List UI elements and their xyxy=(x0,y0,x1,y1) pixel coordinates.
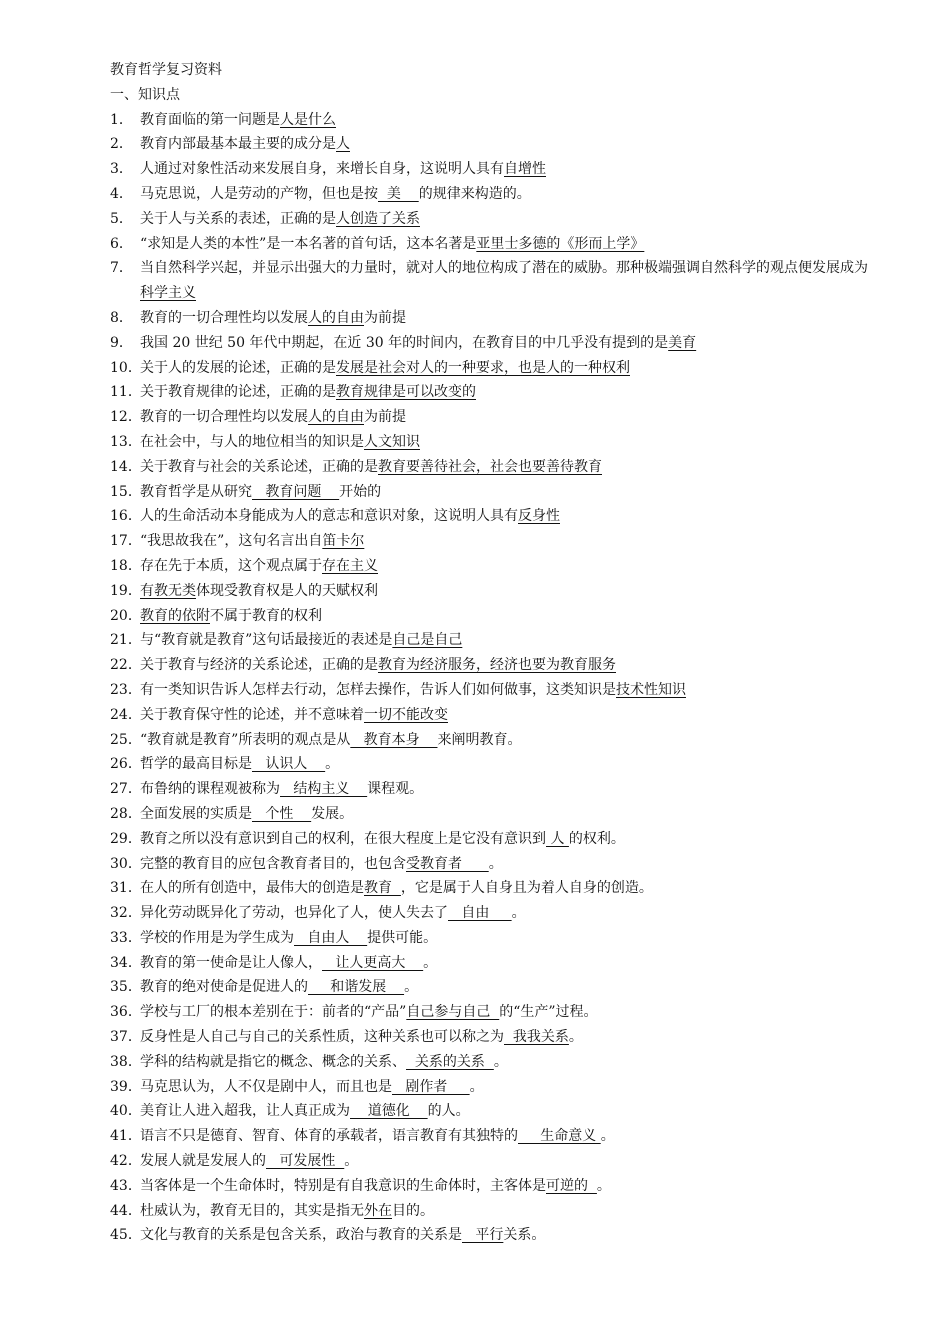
question-text: 关系。 xyxy=(503,1227,546,1244)
list-item xyxy=(110,628,900,653)
item-text xyxy=(140,876,900,901)
list-item xyxy=(110,232,900,257)
question-text: 人的生命活动本身能成为人的意志和意识对象，这说明人具有 xyxy=(140,508,518,525)
item-text xyxy=(140,380,900,405)
list-item xyxy=(110,480,900,505)
question-text: 。 xyxy=(511,905,526,922)
answer-blank: 人的自由 xyxy=(308,309,364,326)
question-text: “教育就是教育”所表明的观点是从 xyxy=(140,731,351,748)
question-text: ，它是属于人自身且为着人自身的创造。 xyxy=(400,880,653,897)
item-text xyxy=(140,331,900,356)
answer-blank: 剧作者 xyxy=(392,1078,470,1095)
question-text: 目的。 xyxy=(392,1202,434,1219)
list-item xyxy=(110,157,900,182)
question-text: 。 xyxy=(488,855,503,872)
list-item xyxy=(110,306,900,331)
item-number: 22． xyxy=(110,657,142,674)
question-text: 。 xyxy=(423,954,438,971)
item-number: 2． xyxy=(110,136,133,153)
item-text xyxy=(140,405,900,430)
answer-blank: 亚里士多德的《形而上学》 xyxy=(476,235,645,252)
answer-blank: 科学主义 xyxy=(140,285,196,302)
question-text: 全面发展的实质是 xyxy=(140,805,252,822)
item-number: 6． xyxy=(110,235,133,252)
item-text xyxy=(140,256,900,306)
list-item xyxy=(110,579,900,604)
answer-blank: 自增性 xyxy=(504,161,546,178)
list-item xyxy=(110,1174,900,1199)
question-text: 关于教育与社会的关系论述，正确的是 xyxy=(140,458,378,475)
question-text: 教育之所以没有意识到自己的权利，在很大程度上是它没有意识到 xyxy=(140,830,546,847)
answer-blank: 受教育者 xyxy=(406,855,489,872)
answer-blank: 平行 xyxy=(462,1227,504,1244)
answer-blank: 结构主义 xyxy=(280,781,368,798)
item-text xyxy=(140,975,900,1000)
question-text: 马克思认为，人不仅是剧中人，而且也是 xyxy=(140,1078,392,1095)
answer-blank: 教育要善待社会，社会也要善待教育 xyxy=(378,458,602,475)
item-text xyxy=(140,306,900,331)
list-item xyxy=(110,380,900,405)
list-item xyxy=(110,703,900,728)
item-text xyxy=(140,752,900,777)
list-item xyxy=(110,554,900,579)
question-text: 提供可能。 xyxy=(367,929,438,946)
list-item xyxy=(110,653,900,678)
item-text xyxy=(140,108,900,133)
list-item xyxy=(110,1223,900,1248)
item-number: 5． xyxy=(110,210,133,227)
list-item xyxy=(110,604,900,629)
answer-blank: 人的自由 xyxy=(308,409,364,426)
answer-blank: 人 xyxy=(336,136,350,153)
item-text xyxy=(140,604,900,629)
list-item xyxy=(110,1025,900,1050)
question-text: 教育的绝对使命是促进人的 xyxy=(140,979,308,996)
answer-blank: 人创造了关系 xyxy=(336,210,420,227)
item-number: 10． xyxy=(110,359,142,376)
question-text: 。 xyxy=(596,1177,611,1194)
item-number: 39． xyxy=(110,1078,142,1095)
item-number: 12． xyxy=(110,409,142,426)
item-text xyxy=(140,1199,900,1224)
item-number: 9． xyxy=(110,334,133,351)
question-text: 教育内部最基本最主要的成分是 xyxy=(140,136,336,153)
question-text: 教育的一切合理性均以发展 xyxy=(140,409,308,426)
question-text: 杜威认为，教育无目的，其实是指无 xyxy=(140,1202,364,1219)
question-text: 的人。 xyxy=(427,1103,470,1120)
answer-blank: 技术性知识 xyxy=(616,681,686,698)
item-number: 21． xyxy=(110,632,142,649)
answer-blank: 道德化 xyxy=(350,1103,428,1120)
answer-blank: 让人更高大 xyxy=(322,954,424,971)
list-item xyxy=(110,876,900,901)
item-text xyxy=(140,628,900,653)
question-text: 教育的第一使命是让人像人， xyxy=(140,954,322,971)
question-text: 马克思说，人是劳动的产物，但也是按 xyxy=(140,185,378,202)
question-text: 关于人与关系的表述，正确的是 xyxy=(140,210,336,227)
item-number: 34． xyxy=(110,954,142,971)
list-item xyxy=(110,975,900,1000)
question-text: 反身性是人自己与自己的关系性质，这种关系也可以称之为 xyxy=(140,1029,504,1046)
item-text xyxy=(140,1000,900,1025)
item-number: 27． xyxy=(110,781,142,798)
question-text: 关于教育保守性的论述，并不意味着 xyxy=(140,706,364,723)
question-text: 开始的 xyxy=(339,483,382,500)
list-item xyxy=(110,132,900,157)
item-text xyxy=(140,653,900,678)
item-number: 44． xyxy=(110,1202,142,1219)
question-text: 关于教育与经济的关系论述，正确的是 xyxy=(140,657,378,674)
answer-blank: 教育为经济服务，经济也要为教育服务 xyxy=(378,657,616,674)
item-number: 28． xyxy=(110,805,142,822)
item-text xyxy=(140,852,900,877)
list-item xyxy=(110,1000,900,1025)
item-text xyxy=(140,455,900,480)
list-item xyxy=(110,1149,900,1174)
question-text: 学科的结构就是指它的概念、概念的关系、 xyxy=(140,1053,406,1070)
item-number: 20． xyxy=(110,607,142,624)
question-text: 我国 20 世纪 50 年代中期起，在近 30 年的时间内，在教育目的中几乎没有提到的是 xyxy=(140,334,669,351)
item-text xyxy=(140,356,900,381)
item-text xyxy=(140,802,900,827)
question-text: 课程观。 xyxy=(367,781,424,798)
list-item xyxy=(110,331,900,356)
question-text: 完整的教育目的应包含教育者目的，也包含 xyxy=(140,855,406,872)
item-text xyxy=(140,207,900,232)
list-item xyxy=(110,455,900,480)
answer-blank: 美育 xyxy=(668,334,697,351)
item-number: 40． xyxy=(110,1103,142,1120)
question-text: 。 xyxy=(469,1078,484,1095)
item-text xyxy=(140,1050,900,1075)
answer-blank: 可逆的 xyxy=(546,1177,597,1194)
question-text: 发展人就是发展人的 xyxy=(140,1153,266,1170)
answer-blank: 我我关系 xyxy=(504,1029,569,1046)
question-text: 在社会中，与人的地位相当的知识是 xyxy=(140,433,364,450)
item-text xyxy=(140,1075,900,1100)
answer-blank: 个性 xyxy=(252,805,312,822)
question-text: 与“教育就是教育”这句话最接近的表述是 xyxy=(140,632,393,649)
item-text xyxy=(140,703,900,728)
question-text: 。 xyxy=(600,1128,615,1145)
item-text xyxy=(140,529,900,554)
item-number: 8． xyxy=(110,309,133,326)
item-number: 23． xyxy=(110,681,142,698)
item-number: 42． xyxy=(110,1153,142,1170)
item-text xyxy=(140,1223,900,1248)
item-text xyxy=(140,951,900,976)
question-text: 哲学的最高目标是 xyxy=(140,756,252,773)
item-number: 15． xyxy=(110,483,142,500)
question-text: 。 xyxy=(344,1153,359,1170)
item-number: 26． xyxy=(110,756,142,773)
answer-blank: 人是什么 xyxy=(280,111,336,128)
item-text xyxy=(140,728,900,753)
answer-blank: 认识人 xyxy=(252,756,326,773)
question-text: 布鲁纳的课程观被称为 xyxy=(140,781,280,798)
answer-blank: 和谐发展 xyxy=(308,979,405,996)
item-number: 16． xyxy=(110,508,142,525)
list-item xyxy=(110,207,900,232)
list-item xyxy=(110,901,900,926)
item-text xyxy=(140,504,900,529)
question-text: 。 xyxy=(404,979,419,996)
question-text: 教育面临的第一问题是 xyxy=(140,111,280,128)
question-text: 在人的所有创造中，最伟大的创造是 xyxy=(140,880,364,897)
item-number: 43． xyxy=(110,1177,142,1194)
list-item xyxy=(110,108,900,133)
list-item xyxy=(110,802,900,827)
list-item xyxy=(110,1075,900,1100)
answer-blank: 人 xyxy=(546,830,569,847)
document-title: 教育哲学复习资料 xyxy=(110,62,222,78)
item-number: 19． xyxy=(110,582,142,599)
item-text xyxy=(140,182,900,207)
question-text: 来阐明教育。 xyxy=(437,731,522,748)
list-item xyxy=(110,1199,900,1224)
answer-blank: 教育的依附 xyxy=(140,607,210,624)
item-text xyxy=(140,827,900,852)
item-text xyxy=(140,554,900,579)
question-text: 的“生产”过程。 xyxy=(499,1004,598,1021)
item-text xyxy=(140,901,900,926)
answer-blank: 存在主义 xyxy=(322,557,378,574)
item-number: 7． xyxy=(110,260,133,277)
list-item xyxy=(110,1124,900,1149)
item-number: 37． xyxy=(110,1029,142,1046)
question-text: 文化与教育的关系是包含关系，政治与教育的关系是 xyxy=(140,1227,462,1244)
question-text: 异化劳动既异化了劳动，也异化了人，使人失去了 xyxy=(140,905,448,922)
answer-blank: 有教无类 xyxy=(140,582,196,599)
item-number: 33． xyxy=(110,929,142,946)
list-item xyxy=(110,430,900,455)
question-text: 。 xyxy=(568,1029,583,1046)
item-number: 45． xyxy=(110,1227,142,1244)
item-number: 29． xyxy=(110,830,142,847)
item-text xyxy=(140,777,900,802)
question-text: “求知是人类的本性”是一本名著的首句话，这本名著是 xyxy=(140,235,477,252)
answer-blank: 生命意义 xyxy=(518,1128,601,1145)
item-text xyxy=(140,579,900,604)
item-number: 17． xyxy=(110,533,142,550)
item-number: 35． xyxy=(110,979,142,996)
item-number: 1． xyxy=(110,111,133,128)
question-text: 教育哲学是从研究 xyxy=(140,483,252,500)
item-number: 24． xyxy=(110,706,142,723)
question-text: 关于教育规律的论述，正确的是 xyxy=(140,384,336,401)
item-text xyxy=(140,480,900,505)
question-text: 学校的作用是为学生成为 xyxy=(140,929,294,946)
question-text: 的权利。 xyxy=(568,830,625,847)
item-text xyxy=(140,132,900,157)
item-text xyxy=(140,232,900,257)
question-text: 为前提 xyxy=(364,309,406,326)
answer-blank: 自由 xyxy=(448,905,512,922)
question-text: 美育让人进入超我，让人真正成为 xyxy=(140,1103,350,1120)
list-item xyxy=(110,777,900,802)
item-number: 30． xyxy=(110,855,142,872)
list-item xyxy=(110,1050,900,1075)
item-number: 25． xyxy=(110,731,142,748)
item-text xyxy=(140,1025,900,1050)
item-number: 3． xyxy=(110,161,133,178)
question-text: 不属于教育的权利 xyxy=(210,607,322,624)
list-item xyxy=(110,529,900,554)
list-item xyxy=(110,504,900,529)
answer-blank: 教育本身 xyxy=(350,731,438,748)
list-item xyxy=(110,752,900,777)
list-item xyxy=(110,256,900,306)
question-text: 存在先于本质，这个观点属于 xyxy=(140,557,322,574)
item-number: 32． xyxy=(110,905,142,922)
answer-blank: 关系的关系 xyxy=(406,1053,494,1070)
question-text: 教育的一切合理性均以发展 xyxy=(140,309,308,326)
list-item xyxy=(110,405,900,430)
item-number: 41． xyxy=(110,1128,142,1145)
answer-blank: 教育问题 xyxy=(252,483,340,500)
question-text: “我思故我在”，这句名言出自 xyxy=(140,533,323,550)
item-number: 13． xyxy=(110,433,142,450)
question-text: 发展。 xyxy=(311,805,354,822)
answer-blank: 教育规律是可以改变的 xyxy=(336,384,476,401)
answer-blank: 教育 xyxy=(364,880,401,897)
list-item xyxy=(110,728,900,753)
item-text xyxy=(140,430,900,455)
answer-blank: 发展是社会对人的一种要求，也是人的一种权利 xyxy=(336,359,630,376)
knowledge-point-list xyxy=(110,108,900,1249)
item-text xyxy=(140,1124,900,1149)
answer-blank: 可发展性 xyxy=(266,1153,345,1170)
answer-blank: 自由人 xyxy=(294,929,368,946)
question-text: 人通过对象性活动来发展自身，来增长自身，这说明人具有 xyxy=(140,161,504,178)
list-item xyxy=(110,356,900,381)
list-item xyxy=(110,951,900,976)
list-item xyxy=(110,926,900,951)
item-text xyxy=(140,1174,900,1199)
item-text xyxy=(140,157,900,182)
item-text xyxy=(140,1099,900,1124)
item-number: 38． xyxy=(110,1053,142,1070)
item-text xyxy=(140,678,900,703)
item-number: 14． xyxy=(110,458,142,475)
answer-blank: 反身性 xyxy=(518,508,560,525)
question-text: 有一类知识告诉人怎样去行动，怎样去操作，告诉人们如何做事，这类知识是 xyxy=(140,681,616,698)
answer-blank: 自己参与自己 xyxy=(406,1004,500,1021)
answer-blank: 外在 xyxy=(364,1202,392,1219)
list-item xyxy=(110,182,900,207)
question-text: 。 xyxy=(493,1053,508,1070)
list-item xyxy=(110,852,900,877)
list-item xyxy=(110,827,900,852)
answer-blank: 自己是自己 xyxy=(392,632,463,649)
item-number: 18． xyxy=(110,557,142,574)
question-text: 当客体是一个生命体时，特别是有自我意识的生命体时，主客体是 xyxy=(140,1177,546,1194)
answer-blank: 一切不能改变 xyxy=(364,706,448,723)
item-text xyxy=(140,926,900,951)
item-number: 31． xyxy=(110,880,142,897)
list-item xyxy=(110,1099,900,1124)
document-page xyxy=(110,58,900,1248)
item-text xyxy=(140,1149,900,1174)
item-number: 36． xyxy=(110,1004,142,1021)
question-text: 的规律来构造的。 xyxy=(418,185,531,202)
list-item xyxy=(110,678,900,703)
item-number: 4． xyxy=(110,185,133,202)
answer-blank: 美 xyxy=(378,185,419,202)
question-text: 体现受教育权是人的天赋权利 xyxy=(196,582,378,599)
answer-blank: 人文知识 xyxy=(364,433,420,450)
section-heading: 一、知识点 xyxy=(110,86,180,103)
question-text: 关于人的发展的论述，正确的是 xyxy=(140,359,336,376)
question-text: 学校与工厂的根本差别在于：前者的“产品” xyxy=(140,1004,407,1021)
item-number: 11． xyxy=(110,384,142,401)
question-text: 。 xyxy=(325,756,340,773)
question-text: 为前提 xyxy=(364,409,406,426)
question-text: 当自然科学兴起，并显示出强大的力量时，就对人的地位构成了潜在的威胁。那种极端强调自然科学的观点便发展成为 xyxy=(140,260,868,277)
question-text: 语言不只是德育、智育、体育的承载者，语言教育有其独特的 xyxy=(140,1128,518,1145)
answer-blank: 笛卡尔 xyxy=(322,533,365,550)
